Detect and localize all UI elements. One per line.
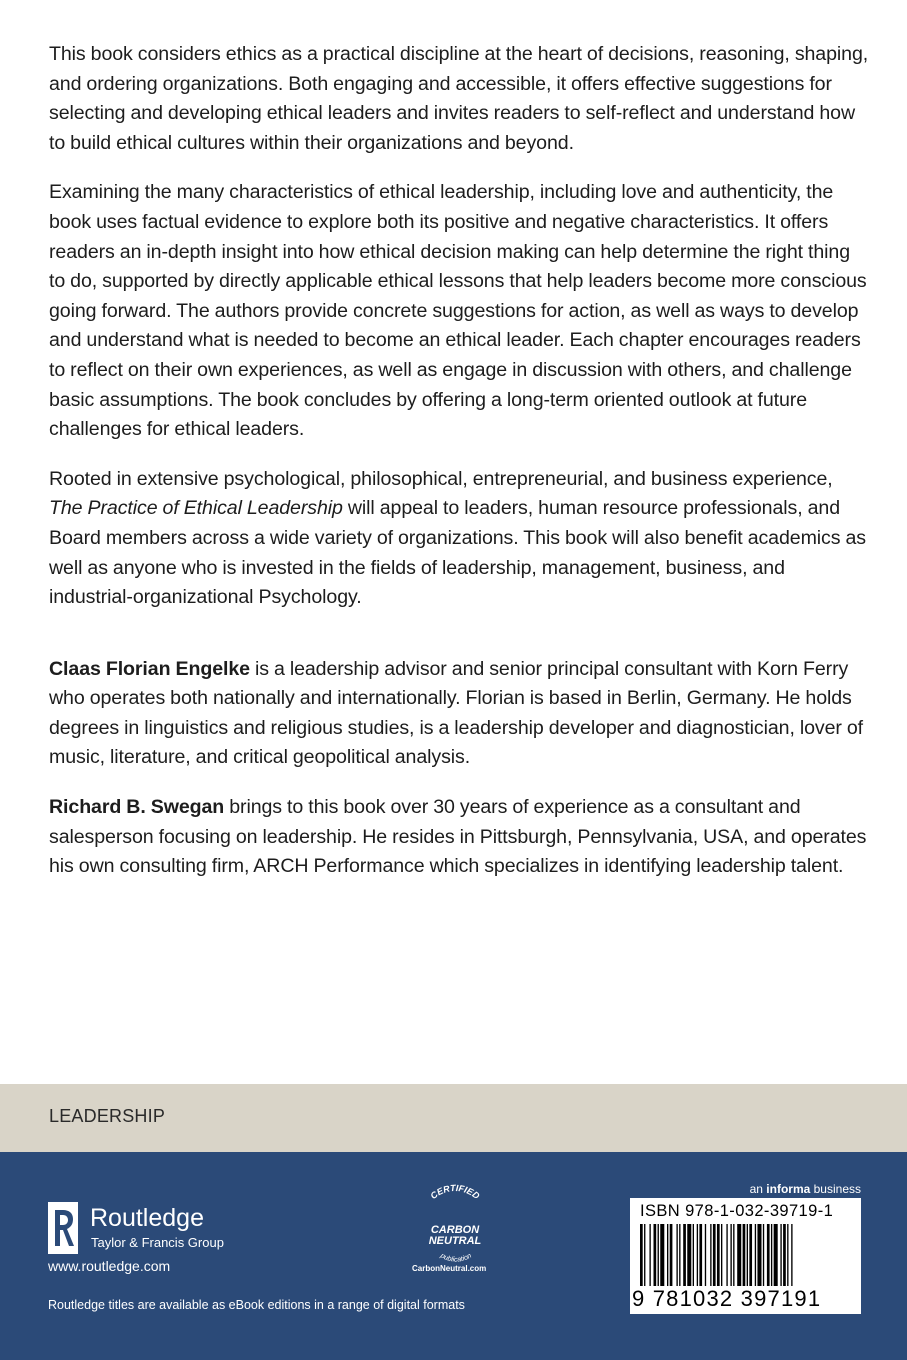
blurb-paragraph-1: This book considers ethics as a practical discipline at the heart of decisions, reasoning, shaping, and ordering organizations. Both engaging and accessible, it offers effective suggestions for selecting and developing ethical leaders and invites readers to self-reflect and understand how to build ethical cultures within their organizations and beyond.	[49, 43, 869, 154]
svg-text:publication: publication	[439, 1252, 473, 1264]
barcode-bar	[721, 1224, 722, 1286]
publisher-website: www.routledge.com	[48, 1258, 171, 1274]
barcode-bar	[710, 1224, 711, 1286]
barcode-bar	[697, 1224, 698, 1286]
barcode-bar	[683, 1224, 686, 1286]
barcode-bar	[787, 1224, 788, 1286]
author-name: Richard B. Swegan	[49, 796, 225, 819]
barcode-bar	[774, 1224, 778, 1286]
barcode-bar	[679, 1224, 680, 1286]
barcode-bar	[783, 1224, 786, 1286]
barcode-bar	[687, 1224, 691, 1286]
barcode-bar	[737, 1224, 741, 1286]
barcode-bar	[747, 1224, 748, 1286]
author-name: Claas Florian Engelke	[49, 657, 250, 680]
barcode-bar	[649, 1224, 650, 1286]
barcode-bar	[676, 1224, 677, 1286]
svg-text:CERTIFIED: CERTIFIED	[428, 1182, 482, 1202]
barcode-bar	[693, 1224, 694, 1286]
barcode-bar	[791, 1224, 792, 1286]
svg-text:CARBON: CARBON	[430, 1224, 480, 1236]
barcode-bar	[667, 1224, 668, 1286]
barcode-bar	[705, 1224, 706, 1286]
carbon-neutral-seal-icon	[410, 1182, 500, 1272]
barcode-bar	[743, 1224, 746, 1286]
category-band	[0, 1084, 907, 1152]
barcode-bar	[733, 1224, 734, 1286]
barcode-bar	[660, 1224, 664, 1286]
barcode-bar	[670, 1224, 673, 1286]
publisher-name: Routledge	[90, 1204, 204, 1232]
book-title: The Practice of Ethical Leadership	[49, 497, 343, 520]
category-label: LEADERSHIP	[49, 1106, 166, 1126]
barcode-bar	[757, 1224, 761, 1286]
publisher-footer	[0, 1152, 907, 1360]
informa-tagline: an informa business	[749, 1182, 861, 1196]
barcode-bar	[730, 1224, 731, 1286]
barcode-bar	[699, 1224, 702, 1286]
barcode-bar	[644, 1224, 645, 1286]
back-cover-text	[49, 40, 869, 902]
carbon-neutral-url: CarbonNeutral.com	[412, 1264, 487, 1273]
barcode-bar	[654, 1224, 657, 1286]
barcode-bar	[717, 1224, 720, 1286]
barcode-bar	[771, 1224, 772, 1286]
routledge-r-icon	[48, 1202, 78, 1254]
barcode-bar	[658, 1224, 659, 1286]
barcode-bar	[713, 1224, 716, 1286]
blurb-paragraph-2: Examining the many characteristics of ethical leadership, including love and authenticity, the book uses factual evidence to explore both its positive and negative characteristics. It offers readers an in-depth insight into how ethical decision making can help determine the right thing to do, supported by directly applicable ethical lessons that help leaders become more conscious going forward. The authors provide concrete suggestions for action, as well as ways to develop and understand what is needed to become an ethical leader. Each chapter encourages readers to reflect on their own experiences, as well as engage in discussion with others, and challenge basic assumptions. The book concludes by offering a long-term oriented outlook at future challenges for ethical leaders.	[49, 181, 867, 441]
barcode-bar	[726, 1224, 727, 1286]
isbn-barcode	[630, 1198, 861, 1314]
barcode-digits: 9 781032 397191	[632, 1286, 822, 1311]
author-bio-1: Claas Florian Engelke is a leadership advisor and senior principal consultant with Korn Ferry who operates both nationally and internationally. Florian is based in Berlin, Germany. He holds degrees in linguistics and religious studies, is a leadership developer and diagnostician, lover of music, literature, and critical geopolitical analysis.	[49, 657, 863, 769]
barcode-bar	[767, 1224, 770, 1286]
ebook-note: Routledge titles are available as eBook editions in a range of digital formats	[48, 1298, 465, 1312]
barcode-bar	[749, 1224, 752, 1286]
author-bio-2: Richard B. Swegan brings to this book over 30 years of experience as a consultant and salesperson focusing on leadership. He resides in Pittsburgh, Pennsylvania, USA, and operates his own consulting firm, ARCH Performance which specializes in identifying leadership talent.	[49, 796, 867, 878]
blurb-paragraph-3: Rooted in extensive psychological, philosophical, entrepreneurial, and business experience, The Practice of Ethical Leadership will appeal to leaders, human resource professionals, and Board members across a wide variety of organizations. This book will also benefit academics as well as anyone who is invested in the fields of leadership, management, business, and industrial-organizational Psychology.	[49, 467, 866, 609]
barcode-bars	[640, 1224, 852, 1286]
barcode-bar	[763, 1224, 764, 1286]
publisher-group: Taylor & Francis Group	[91, 1235, 224, 1250]
barcode-bar	[640, 1224, 643, 1286]
svg-text:NEUTRAL: NEUTRAL	[428, 1235, 482, 1247]
barcode-bar	[780, 1224, 781, 1286]
barcode-bar	[755, 1224, 756, 1286]
isbn-label: ISBN 978-1-032-39719-1	[640, 1202, 834, 1220]
